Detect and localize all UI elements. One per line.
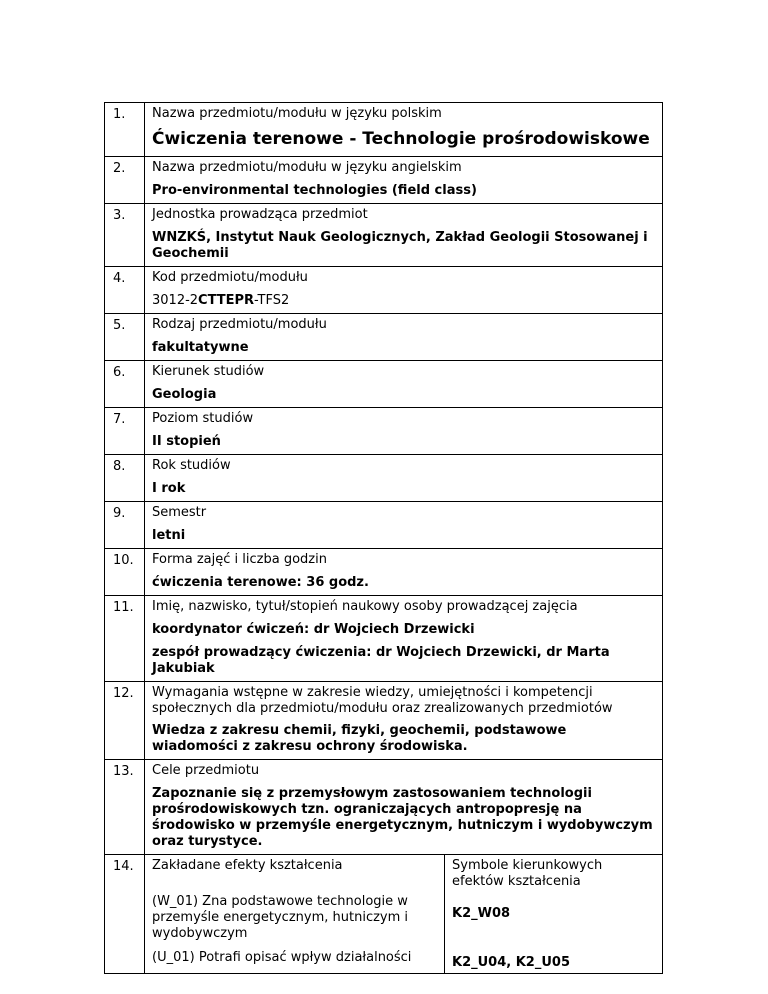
row-content [145, 103, 663, 157]
row-content [145, 455, 663, 502]
field-label: Forma zajęć i liczba godzin [152, 552, 327, 567]
row-content [145, 204, 663, 267]
row-number: 12. [105, 682, 145, 760]
field-value: letni [152, 528, 186, 543]
field-value: fakultatywne [152, 340, 249, 355]
field-label: Nazwa przedmiotu/modułu w języku angielskim [152, 160, 462, 175]
learning-effects [145, 855, 662, 973]
field-label: Rodzaj przedmiotu/modułu [152, 317, 327, 332]
table-row [105, 408, 663, 455]
field-value: I rok [152, 481, 186, 496]
row-content [145, 596, 663, 682]
course-title-en-main: Pro-environmental technologies [152, 183, 388, 198]
course-code [152, 287, 656, 309]
table-row [105, 596, 663, 682]
table-row [105, 314, 663, 361]
field-label: Nazwa przedmiotu/modułu w języku polskim [152, 106, 442, 121]
table-row [105, 361, 663, 408]
row-number: 6. [105, 361, 145, 408]
table-row [105, 682, 663, 760]
field-value: WNZKŚ, Instytut Nauk Geologicznych, Zakład Geologii Stosowanej i Geochemii [152, 230, 648, 261]
row-content [145, 682, 663, 760]
table-row [105, 760, 663, 855]
effect-symbol: K2_U04, K2_U05 [452, 955, 570, 970]
field-label: Imię, nazwisko, tytuł/stopień naukowy osoby prowadzącej zajęcia [152, 599, 578, 614]
field-label: Kod przedmiotu/modułu [152, 270, 308, 285]
field-label: Semestr [152, 505, 207, 520]
field-label: Wymagania wstępne w zakresie wiedzy, umiejętności i kompetencji społecznych dla przedmiotu/modułu oraz zrealizowanych przedmiotów [152, 685, 613, 716]
table-row [105, 855, 663, 974]
row-content [145, 855, 663, 974]
row-content [145, 549, 663, 596]
row-number: 13. [105, 760, 145, 855]
course-code-suffix: -TFS2 [254, 293, 290, 308]
course-title-en-suffix: (field class) [387, 183, 477, 198]
row-number: 4. [105, 267, 145, 314]
row-content [145, 361, 663, 408]
course-title-pl: Ćwiczenia terenowe - Technologie prośrodowiskowe [152, 129, 650, 149]
effects-header: Zakładane efekty kształcenia [152, 858, 343, 873]
row-number: 14. [105, 855, 145, 974]
table-row [105, 157, 663, 204]
effect-description: (U_01) Potrafi opisać wpływ działalności [152, 950, 412, 965]
course-title-en [152, 177, 656, 199]
table-row [105, 267, 663, 314]
field-value: Wiedza z zakresu chemii, fizyki, geochemii, podstawowe wiadomości z zakresu ochrony środowiska. [152, 723, 567, 754]
table-row [105, 103, 663, 157]
table-row [105, 502, 663, 549]
field-label: Cele przedmiotu [152, 763, 260, 778]
effect-symbol: K2_W08 [452, 906, 511, 921]
row-number: 10. [105, 549, 145, 596]
row-number: 5. [105, 314, 145, 361]
row-number: 2. [105, 157, 145, 204]
field-label: Jednostka prowadząca przedmiot [152, 207, 368, 222]
field-value: II stopień [152, 434, 221, 449]
row-number: 9. [105, 502, 145, 549]
field-value: Geologia [152, 387, 217, 402]
row-content [145, 157, 663, 204]
row-content [145, 314, 663, 361]
row-number: 1. [105, 103, 145, 157]
field-value: Zapoznanie się z przemysłowym zastosowaniem technologii prośrodowiskowych tzn. ograniczających antropopresję na środowisko w przemyśle energetycznym, hutniczym i wydobywczym oraz turystyce. [152, 786, 653, 849]
course-code-core: CTTEPR [198, 293, 255, 308]
field-label: Poziom studiów [152, 411, 254, 426]
course-code-prefix: 3012-2 [152, 293, 199, 308]
row-content [145, 267, 663, 314]
effects-symbols [444, 855, 662, 973]
row-content [145, 408, 663, 455]
row-number: 8. [105, 455, 145, 502]
row-number: 3. [105, 204, 145, 267]
table-row [105, 455, 663, 502]
coordinator: koordynator ćwiczeń: dr Wojciech Drzewicki [152, 622, 475, 637]
field-label: Rok studiów [152, 458, 231, 473]
row-content [145, 760, 663, 855]
table-row [105, 204, 663, 267]
symbols-header: Symbole kierunkowych efektów kształcenia [452, 858, 603, 889]
field-label: Kierunek studiów [152, 364, 265, 379]
effect-description: (W_01) Zna podstawowe technologie w przemyśle energetycznym, hutniczym i wydobywczym [152, 894, 409, 941]
table-row [105, 549, 663, 596]
course-syllabus-table [104, 102, 663, 974]
row-number: 11. [105, 596, 145, 682]
field-value: ćwiczenia terenowe: 36 godz. [152, 575, 369, 590]
teaching-team: zespół prowadzący ćwiczenia: dr Wojciech Drzewicki, dr Marta Jakubiak [152, 645, 610, 676]
row-number: 7. [105, 408, 145, 455]
row-content [145, 502, 663, 549]
effects-descriptions [145, 855, 444, 973]
